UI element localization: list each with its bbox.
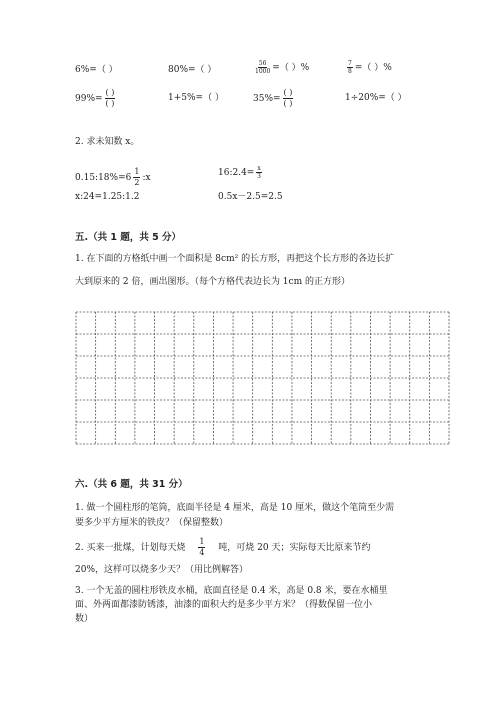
section-6-q1-line-2: 要多少平方厘米的铁皮？（保留整数） <box>75 518 229 528</box>
conversion-2: 80%=（ ） <box>168 65 217 75</box>
conversion-7: 35%= $\frac{( )}{( )}$ <box>253 88 293 108</box>
equation-3: x:24=1.25:1.2 <box>75 192 140 202</box>
fraction: $\frac{( )}{( )}$ <box>283 88 293 108</box>
section-6-q2-line-2: 20%，这样可以烧多少天？（用比例解答） <box>75 565 249 575</box>
fraction: $\frac{7}{8}$ <box>348 60 352 75</box>
equation-4: 0.5x－2.5=2.5 <box>218 192 283 202</box>
conversion-8: 1÷20%=（ ） <box>345 93 407 103</box>
conversion-5: 99%= $\frac{( )}{( )}$ <box>75 88 115 108</box>
section-5-question-line-1: 1. 在下面的方格纸中画一个面积是 8cm² 的长方形，再把这个长方形的各边长扩 <box>75 254 395 264</box>
section-6-q3-line-3: 数） <box>75 614 94 624</box>
equation-2: 16:2.4= $\frac{x}{3}$ <box>218 165 261 180</box>
section-6-q2-line-1: 2. 买来一批煤，计划每天烧 $\frac{1}{4}$ 吨，可烧 20 天；实际每天比原来节约 <box>75 537 371 557</box>
section-6-q3-line-2: 面、外两面都漆防锈漆，油漆的面积大约是多少平方米？（得数保留一位小 <box>75 600 373 610</box>
conversion-1: 6%=（ ） <box>75 65 118 75</box>
conversion-4: $\frac{7}{8}$ =（ ）% <box>348 60 392 75</box>
fraction: $\frac{1}{4}$ <box>199 537 205 557</box>
section-6-title: 六.（共 6 题，共 31 分） <box>75 479 188 490</box>
section-5-title: 五.（共 1 题，共 5 分） <box>75 232 182 243</box>
section-5-question-line-2: 大到原来的 2 倍，画出图形。（每个方格代表边长为 1cm 的正方形） <box>75 277 350 287</box>
section-6-q3-line-1: 3. 一个无盖的圆柱形铁皮水桶，底面直径是 0.4 米，高是 0.8 米，要在水桶里 <box>75 586 388 596</box>
square-grid-paper[interactable] <box>75 311 450 445</box>
section-6-q1-line-1: 1. 做一个圆柱形的笔筒，底面半径是 4 厘米，高是 10 厘米，做这个笔筒至少需 <box>75 503 395 513</box>
conversion-6: 1+5%=（ ） <box>168 93 224 103</box>
conversion-3: $\frac{56}{1000}$ =（ ）% <box>255 60 310 75</box>
fraction: $\frac{56}{1000}$ <box>255 60 271 75</box>
fraction: $\frac{1}{2}$ <box>134 167 140 187</box>
question-2-title: 2. 求未知数 x。 <box>75 137 140 147</box>
fraction: $\frac{( )}{( )}$ <box>105 88 115 108</box>
fraction: $\frac{x}{3}$ <box>257 165 261 180</box>
equation-1: 0.15:18%=6 $\frac{1}{2}$ :x <box>75 167 151 187</box>
